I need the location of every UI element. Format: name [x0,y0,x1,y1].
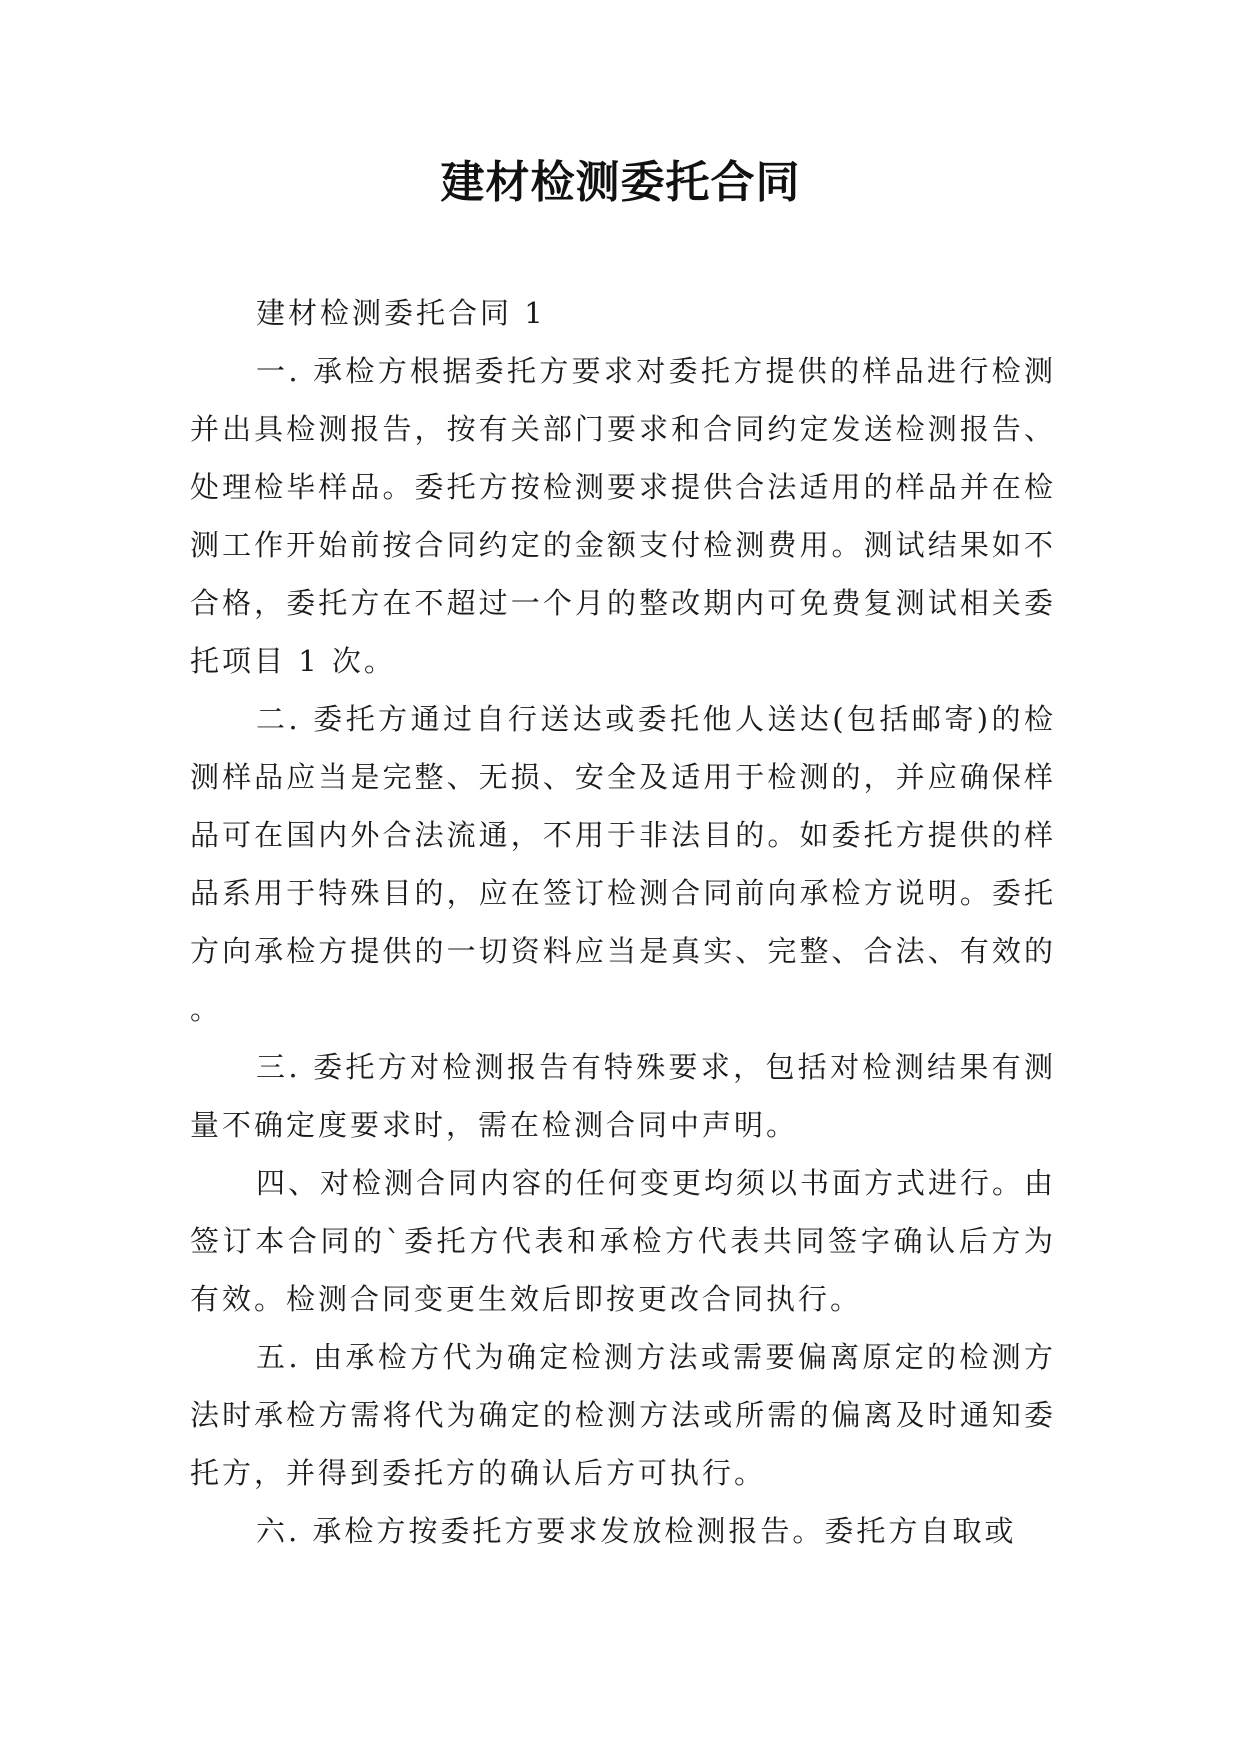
document-title: 建材检测委托合同 [440,157,801,208]
clause-2: 二. 委托方通过自行送达或委托他人送达(包括邮寄)的检测样品应当是完整、无损、安全及适用于检测的，并应确保样品可在国内外合法流通，不用于非法目的。如委托方提供的样品系用于特殊目的，应在签订检测合同前向承检方说明。委托方向承检方提供的一切资料应当是真实、完整、合法、有效的。 [190,702,1056,1026]
document-subtitle: 建材检测委托合同 1 [256,296,546,330]
clause-4: 四、对检测合同内容的任何变更均须以书面方式进行。由签订本合同的`委托方代表和承检方代表共同签字确认后方为有效。检测合同变更生效后即按更改合同执行。 [190,1166,1057,1316]
clause-1: 一. 承检方根据委托方要求对委托方提供的样品进行检测并出具检测报告，按有关部门要求和合同约定发送检测报告、处理检毕样品。委托方按检测要求提供合法适用的样品并在检测工作开始前按合同约定的金额支付检测费用。测试结果如不合格，委托方在不超过一个月的整改期内可免费复测试相关委托项目 1 次。 [190,354,1056,678]
clause-5: 五. 由承检方代为确定检测方法或需要偏离原定的检测方法时承检方需将代为确定的检测方法或所需的偏离及时通知委托方，并得到委托方的确认后方可执行。 [190,1340,1056,1490]
document-body [190,284,1056,1560]
clause-6: 六. 承检方按委托方要求发放检测报告。委托方自取或 [256,1514,1017,1548]
clause-3: 三. 委托方对检测报告有特殊要求，包括对检测结果有测量不确定度要求时，需在检测合同中声明。 [190,1050,1056,1142]
